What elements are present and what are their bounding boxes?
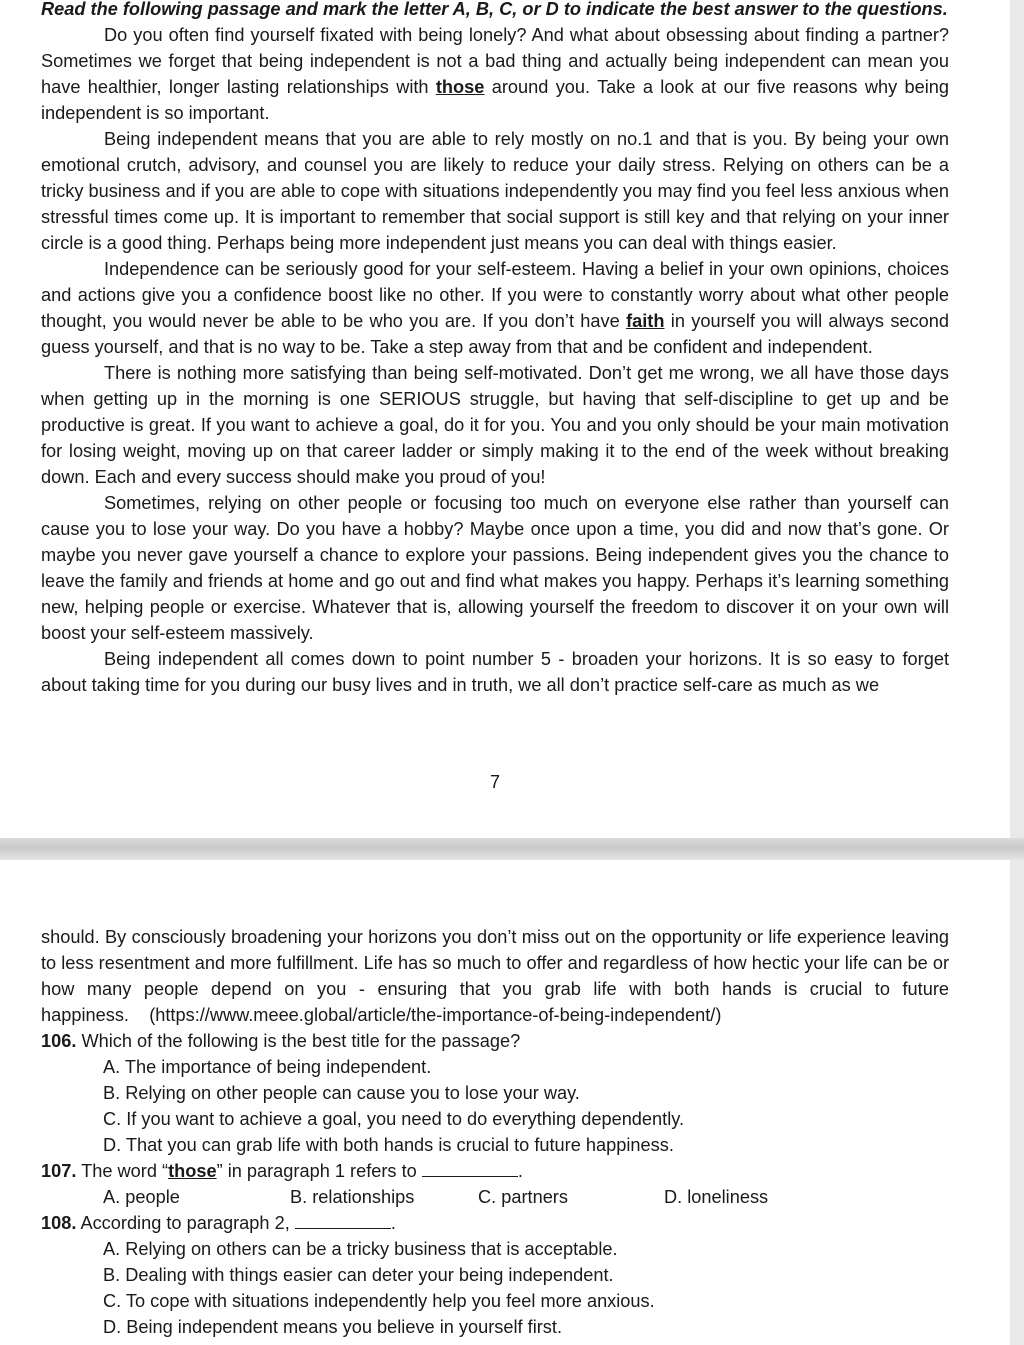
question-text: Which of the following is the best title for the passage? [76,1031,521,1051]
options-row [103,1184,949,1210]
question-text-b: ” in paragraph 1 refers to [216,1161,417,1181]
question-text: According to paragraph 2, [76,1213,290,1233]
option-b[interactable]: B. Relying on other people can cause you to lose your way. [103,1083,580,1103]
paragraph-6-end [41,924,949,1028]
page-edge [1010,0,1024,1345]
option-d[interactable]: D. loneliness [664,1187,769,1207]
option-a[interactable]: A. The importance of being independent. [103,1057,432,1077]
paragraph-1-part-a: Do you often find yourself fixated with being lonely? And what about obsessing about finding a partner? Sometimes we forget that being independent is not a bad thing and actually being independent can mean you have healthier, longer lasting relationships with [41,25,949,97]
question-number: 108. [41,1213,77,1233]
passage-continuation [41,924,949,1340]
instructions: Read the following passage and mark the letter A, B, C, or D to indicate the best answer to the questions. [41,0,948,19]
page-separator [0,838,1024,860]
option-c[interactable]: C. If you want to achieve a goal, you need to do everything dependently. [103,1109,685,1129]
question-underlined-word: those [168,1161,217,1181]
page-8 [0,860,1010,1345]
option-d[interactable]: D. Being independent means you believe in yourself first. [103,1317,562,1337]
paragraph-6-end-text: should. By consciously broadening your horizons you don’t miss out on the opportunity or life experience leaving to less resentment and more fulfillment. Life has so much to offer and regardless of how hectic your life can be or how many people depend on you - ensuring that you grab life with both hands is crucial to future happiness. [41,927,949,1025]
passage-text [41,0,949,698]
question-text-a: The word “ [76,1161,169,1181]
option-d[interactable]: D. That you can grab life with both hands is crucial to future happiness. [103,1135,674,1155]
paragraph-4: There is nothing more satisfying than being self-motivated. Don’t get me wrong, we all have those days when getting up in the morning is one SERIOUS struggle, but having that self-discipline to get up and be productive is great. If you want to achieve a goal, do it for you. You and you only should be your main motivation for losing weight, moving up on that career ladder or simply making it to the end of the week without breaking down. Each and every success should make you proud of you! [41,363,949,487]
option-a[interactable]: A. Relying on others can be a tricky business that is acceptable. [103,1239,618,1259]
option-a[interactable]: A. people [103,1187,180,1207]
option-c[interactable]: C. partners [478,1187,568,1207]
paragraph-3-part-b: in yourself you will always second guess yourself, and that is no way to be. Take a step away from that and be confident and independent. [41,311,949,357]
question-106 [41,1028,949,1054]
paragraph-2: Being independent means that you are able to rely mostly on no.1 and that is you. By being your own emotional crutch, advisory, and counsel you are likely to reduce your daily stress. Relying on others can be a tricky business and if you are able to cope with situations independently you may find you feel less anxious when stressful times come up. It is important to remember that social support is still key and that relying on your inner circle is a good thing. Perhaps being more independent just means you can deal with things easier. [41,129,949,253]
answer-blank[interactable] [295,1210,391,1229]
answer-blank[interactable] [422,1158,518,1177]
underlined-word-those: those [435,77,485,97]
paragraph-3 [41,256,949,360]
underlined-word-faith: faith [626,311,665,331]
question-108 [41,1210,949,1236]
question-107 [41,1158,949,1184]
question-number: 107. [41,1161,77,1181]
paragraph-1 [41,22,949,126]
option-b[interactable]: B. relationships [290,1187,415,1207]
source-url: (https://www.meee.global/article/the-importance-of-being-independent/) [149,1005,722,1025]
page-number: 7 [489,772,500,792]
option-c[interactable]: C. To cope with situations independently help you feel more anxious. [103,1291,655,1311]
question-end: . [390,1213,396,1233]
question-number: 106. [41,1031,77,1051]
paragraph-1-part-b: around you. Take a look at our five reasons why being independent is so important. [41,77,949,123]
paragraph-6-start: Being independent all comes down to point number 5 - broaden your horizons. It is so easy to forget about taking time for you during our busy lives and in truth, we all don’t practice self-care as much as we [41,649,949,695]
paragraph-3-part-a: Independence can be seriously good for your self-esteem. Having a belief in your own opinions, choices and actions give you a confidence boost like no other. If you were to constantly worry about what other people thought, you would never be able to be who you are. If you don’t have [41,259,949,331]
option-b[interactable]: B. Dealing with things easier can deter your being independent. [103,1265,614,1285]
paragraph-5: Sometimes, relying on other people or focusing too much on everyone else rather than yourself can cause you to lose your way. Do you have a hobby? Maybe once upon a time, you did and now that’s gone. Or maybe you never gave yourself a chance to explore your passions. Being independent gives you the chance to leave the family and friends at home and go out and find what makes you happy. Perhaps it’s learning something new, helping people or exercise. Whatever that is, allowing yourself the freedom to discover it on your own will boost your self-esteem massively. [41,493,949,643]
question-end: . [517,1161,523,1181]
